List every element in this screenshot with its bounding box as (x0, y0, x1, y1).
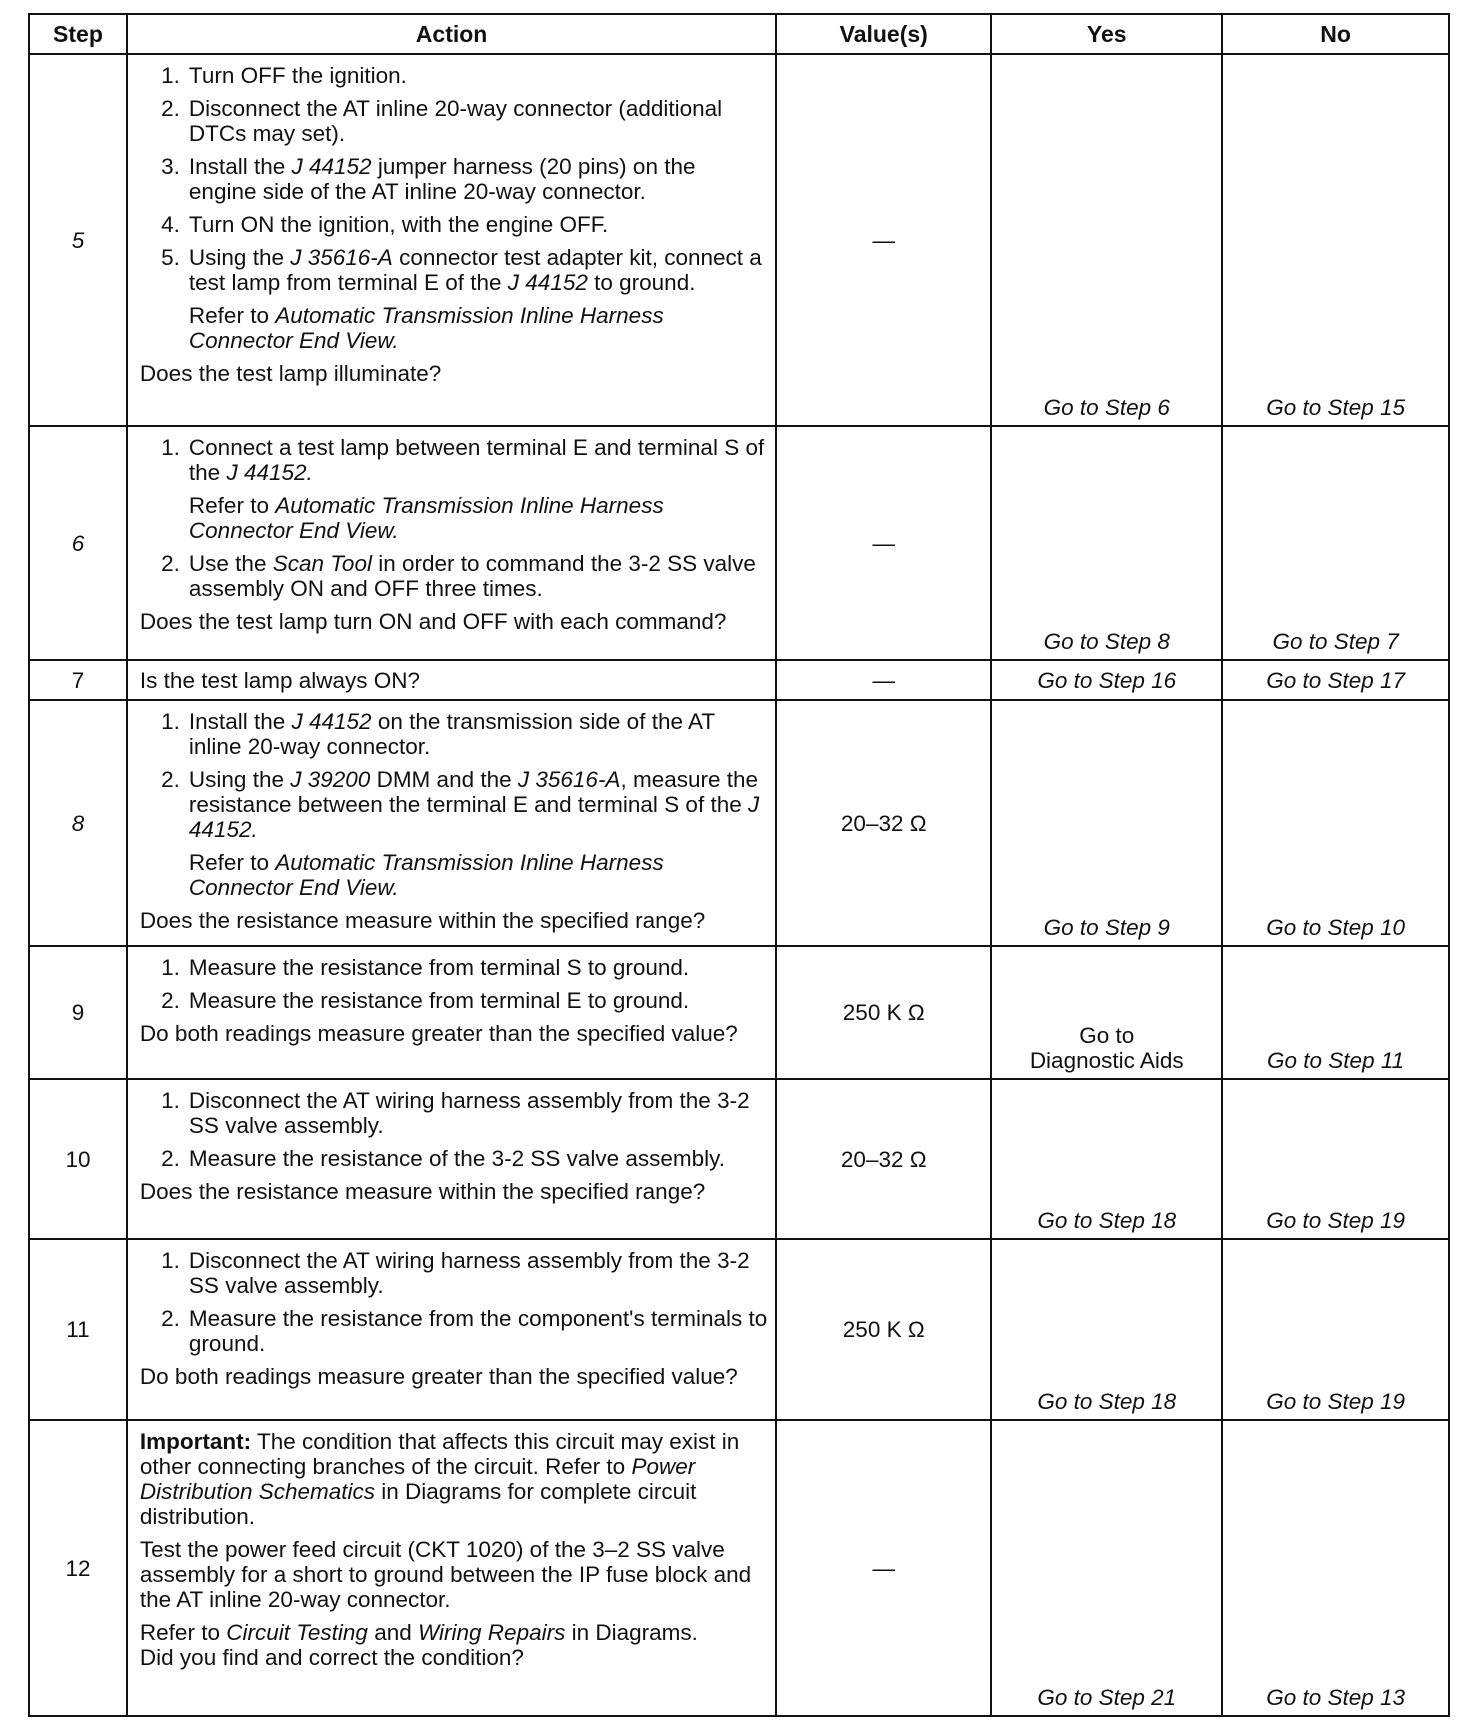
no-cell: Go to Step 17 (1222, 660, 1449, 700)
yes-cell: Go to Step 8 (991, 426, 1222, 660)
step-number: 11 (29, 1239, 127, 1420)
no-cell: Go to Step 7 (1222, 426, 1449, 660)
yes-cell: Go to Step 21 (991, 1420, 1222, 1716)
question-text: Does the test lamp illuminate? (139, 361, 442, 386)
value-cell: — (776, 426, 991, 660)
step-number: 8 (29, 700, 127, 946)
value-cell: 250 K Ω (776, 946, 991, 1079)
yes-line: Go to (1079, 1023, 1135, 1048)
list-item: 5. Using the J 35616-A connector test adapter kit, connect a test lamp from terminal E of the J 44152 to ground. (161, 245, 762, 295)
no-cell: Go to Step 19 (1222, 1239, 1449, 1420)
yes-cell: Go to Step 16 (991, 660, 1222, 700)
list-item: 1. Disconnect the AT wiring harness assembly from the 3-2 SS valve assembly. (161, 1088, 750, 1138)
value-cell: — (776, 660, 991, 700)
list-item: 2. Measure the resistance from the component's terminals to ground. (161, 1306, 768, 1356)
yes-cell: Go to Step 18 (991, 1239, 1222, 1420)
value-cell: 20–32 Ω (776, 1079, 991, 1239)
action-cell (127, 946, 776, 1079)
list-item: 2. Using the J 39200 DMM and the J 35616-A, measure the resistance between the terminal E and terminal S of the J 44152. (161, 767, 760, 842)
no-cell: Go to Step 19 (1222, 1079, 1449, 1239)
no-cell: Go to Step 11 (1222, 946, 1449, 1079)
list-item: 3. Install the J 44152 jumper harness (20 pins) on the engine side of the AT inline 20-way connector. (161, 154, 696, 204)
list-item: 1. Measure the resistance from terminal S to ground. (161, 955, 690, 980)
step-number: 10 (29, 1079, 127, 1239)
reference-note: Refer to Circuit Testing and Wiring Repairs in Diagrams. (139, 1620, 698, 1645)
header-step: Step (29, 14, 127, 54)
action-cell (127, 426, 776, 660)
list-item: 2. Disconnect the AT inline 20-way connector (additional DTCs may set). (161, 96, 723, 146)
step-number: 12 (29, 1420, 127, 1716)
no-cell: Go to Step 15 (1222, 54, 1449, 426)
reference-note: Refer to Automatic Transmission Inline Harness Connector End View. (188, 850, 664, 900)
question-text: Does the resistance measure within the specified range? (139, 1179, 706, 1204)
value-cell: — (776, 1420, 991, 1716)
list-item: 2. Measure the resistance of the 3-2 SS valve assembly. (161, 1146, 726, 1171)
value-cell: 250 K Ω (776, 1239, 991, 1420)
list-item: 2. Measure the resistance from terminal E to ground. (161, 988, 690, 1013)
no-cell: Go to Step 10 (1222, 700, 1449, 946)
reference-note: Refer to Automatic Transmission Inline Harness Connector End View. (188, 493, 664, 543)
table-row-step-12 (29, 1420, 1449, 1716)
list-item: 1. Disconnect the AT wiring harness assembly from the 3-2 SS valve assembly. (161, 1248, 750, 1298)
table-row-step-9 (29, 946, 1449, 1079)
question-text: Do both readings measure greater than the specified value? (139, 1021, 738, 1046)
action-cell (127, 1239, 776, 1420)
test-instruction: Test the power feed circuit (CKT 1020) of the 3–2 SS valve assembly for a short to ground between the IP fuse block and the AT inline 20-way connector. (139, 1537, 752, 1612)
header-action: Action (127, 14, 776, 54)
yes-cell: Go to Step 6 (991, 54, 1222, 426)
question-text: Is the test lamp always ON? (127, 660, 776, 700)
table-row-step-11 (29, 1239, 1449, 1420)
table-row-step-6 (29, 426, 1449, 660)
action-cell (127, 1079, 776, 1239)
important-note: Important: The condition that affects this circuit may exist in other connecting branches of the circuit. Refer to Power Distribution Schematics in Diagrams for complete circuit distribution. (139, 1429, 740, 1529)
step-number: 5 (29, 54, 127, 426)
action-cell (127, 700, 776, 946)
table-row-step-5 (29, 54, 1449, 426)
question-text: Does the resistance measure within the specified range? (139, 908, 706, 933)
list-item: 4. Turn ON the ignition, with the engine OFF. (161, 212, 609, 237)
yes-cell: Go to Step 18 (991, 1079, 1222, 1239)
question-text: Did you find and correct the condition? (139, 1645, 524, 1670)
question-text: Does the test lamp turn ON and OFF with each command? (139, 609, 727, 634)
header-row (29, 14, 1449, 54)
step-number: 6 (29, 426, 127, 660)
header-value: Value(s) (776, 14, 991, 54)
value-cell: — (776, 54, 991, 426)
table-row-step-8 (29, 700, 1449, 946)
table-row-step-10 (29, 1079, 1449, 1239)
action-cell (127, 54, 776, 426)
yes-line: Diagnostic Aids (1029, 1048, 1184, 1073)
step-number: 7 (29, 660, 127, 700)
list-item: 2. Use the Scan Tool in order to command the 3-2 SS valve assembly ON and OFF three times. (161, 551, 756, 601)
reference-note: Refer to Automatic Transmission Inline Harness Connector End View. (188, 303, 664, 353)
list-item: 1. Turn OFF the ignition. (161, 63, 407, 88)
table-row-step-7 (29, 660, 1449, 700)
value-cell: 20–32 Ω (776, 700, 991, 946)
question-text: Do both readings measure greater than the specified value? (139, 1364, 738, 1389)
yes-cell: Go to Step 9 (991, 700, 1222, 946)
yes-cell (991, 946, 1222, 1079)
action-cell (127, 1420, 776, 1716)
step-number: 9 (29, 946, 127, 1079)
no-cell: Go to Step 13 (1222, 1420, 1449, 1716)
header-no: No (1222, 14, 1449, 54)
header-yes: Yes (991, 14, 1222, 54)
list-item: 1. Install the J 44152 on the transmission side of the AT inline 20-way connector. (161, 709, 715, 759)
diagnostic-table (28, 13, 1450, 1717)
list-item: 1. Connect a test lamp between terminal E and terminal S of the J 44152. (161, 435, 765, 485)
